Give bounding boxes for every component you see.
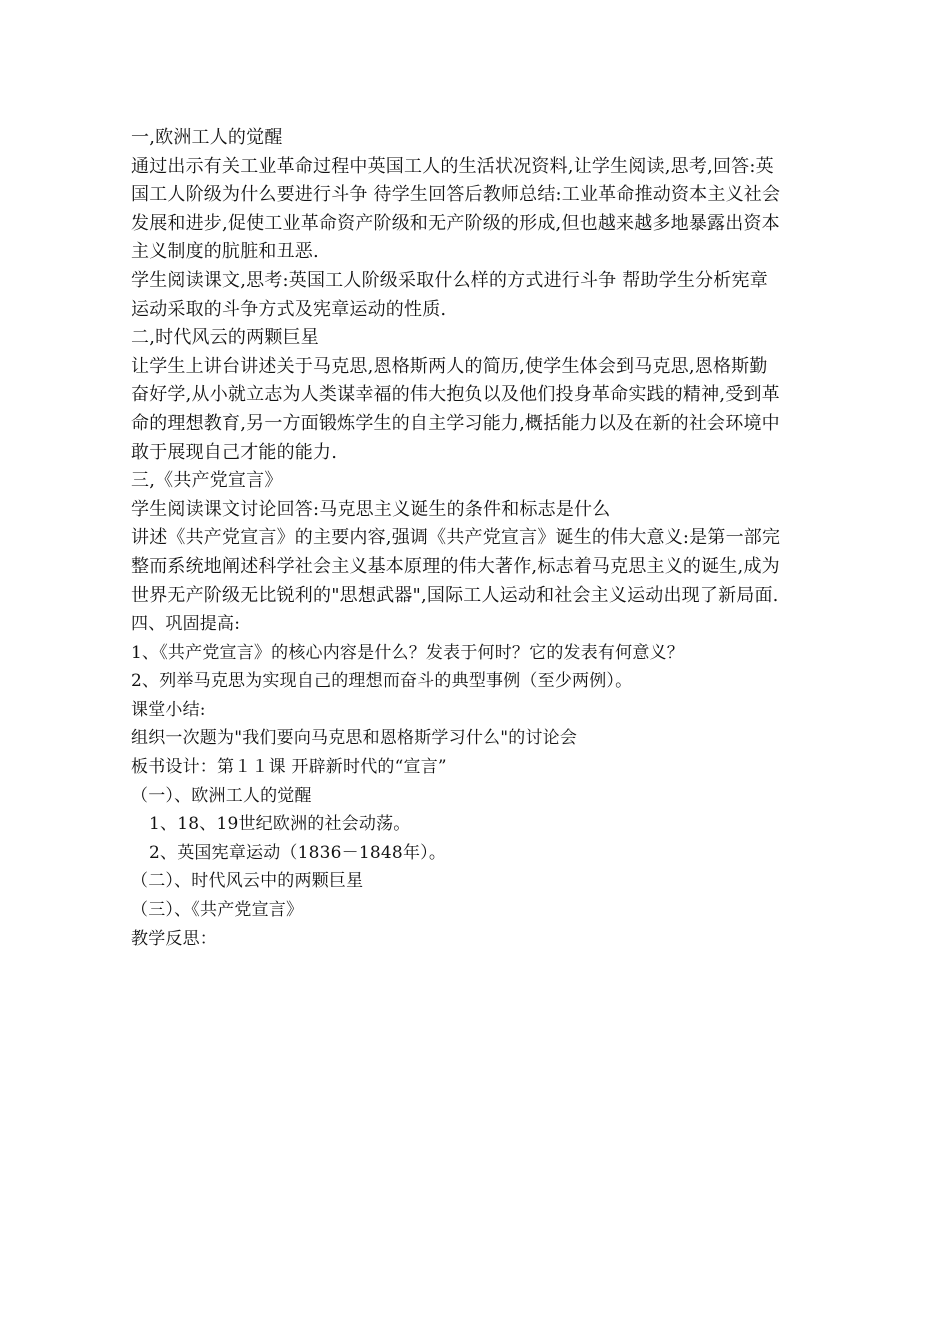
section-heading-1: 一,欧洲工人的觉醒 (131, 127, 283, 148)
paragraph-line: 国工人阶级为什么要进行斗争 待学生回答后教师总结:工业革命推动资本主义社会 (131, 184, 781, 206)
paragraph-line: 世界无产阶级无比锐利的"思想武器",国际工人运动和社会主义运动出现了新局面. (131, 584, 779, 606)
paragraph-line: 通过出示有关工业革命过程中英国工人的生活状况资料,让学生阅读,思考,回答:英 (131, 155, 774, 177)
board-design-heading: 板书设计：第１１课 开辟新时代的“宣言” (131, 757, 447, 778)
section-heading-3: 三,《共产党宣言》 (131, 470, 283, 492)
paragraph-line: 让学生上讲台讲述关于马克思,恩格斯两人的简历,使学生体会到马克思,恩格斯勤 (131, 355, 768, 377)
paragraph-line: 学生阅读课文,思考:英国工人阶级采取什么样的方式进行斗争 帮助学生分析宪章 (131, 269, 768, 291)
paragraph-line: 敢于展现自己才能的能力. (131, 441, 338, 463)
board-outline-item: （一）、欧洲工人的觉醒 (131, 785, 312, 806)
reflection-heading: 教学反思： (131, 928, 217, 949)
question-item-2: 2、列举马克思为实现自己的理想而奋斗的典型事例（至少两例）。 (131, 671, 633, 692)
question-item-1: 1、《共产党宣言》的核心内容是什么？发表于何时？它的发表有何意义？ (131, 642, 684, 663)
section-heading-2: 二,时代风云的两颗巨星 (131, 327, 319, 349)
board-outline-subitem: 1、18、19世纪欧洲的社会动荡。 (149, 814, 411, 835)
paragraph-line: 命的理想教育,另一方面锻炼学生的自主学习能力,概括能力以及在新的社会环境中 (131, 412, 780, 434)
board-outline-item: （二）、时代风云中的两颗巨星 (131, 871, 364, 892)
section-heading-4: 四、巩固提高: (131, 614, 241, 635)
paragraph-line: 主义制度的肮脏和丑恶. (131, 241, 319, 263)
paragraph-line: 发展和进步,促使工业革命资产阶级和无产阶级的形成,但也越来越多地暴露出资本 (131, 212, 780, 234)
paragraph-line: 讲述《共产党宣言》的主要内容,强调《共产党宣言》诞生的伟大意义:是第一部完 (131, 527, 781, 549)
board-outline-item: （三）、《共产党宣言》 (131, 900, 304, 921)
board-outline-subitem: 2、英国宪章运动（1836－1848年）。 (149, 842, 447, 863)
paragraph-line: 整而系统地阐述科学社会主义基本原理的伟大著作,标志着马克思主义的诞生,成为 (131, 555, 780, 577)
summary-heading: 课堂小结: (131, 699, 206, 720)
document-body (131, 124, 831, 953)
paragraph-line: 学生阅读课文讨论回答:马克思主义诞生的条件和标志是什么 (131, 498, 611, 520)
paragraph-line: 奋好学,从小就立志为人类谋幸福的伟大抱负以及他们投身革命实践的精神,受到革 (131, 384, 780, 406)
summary-text: 组织一次题为"我们要向马克思和恩格斯学习什么"的讨论会 (131, 728, 578, 749)
paragraph-line: 运动采取的斗争方式及宪章运动的性质. (131, 298, 447, 320)
